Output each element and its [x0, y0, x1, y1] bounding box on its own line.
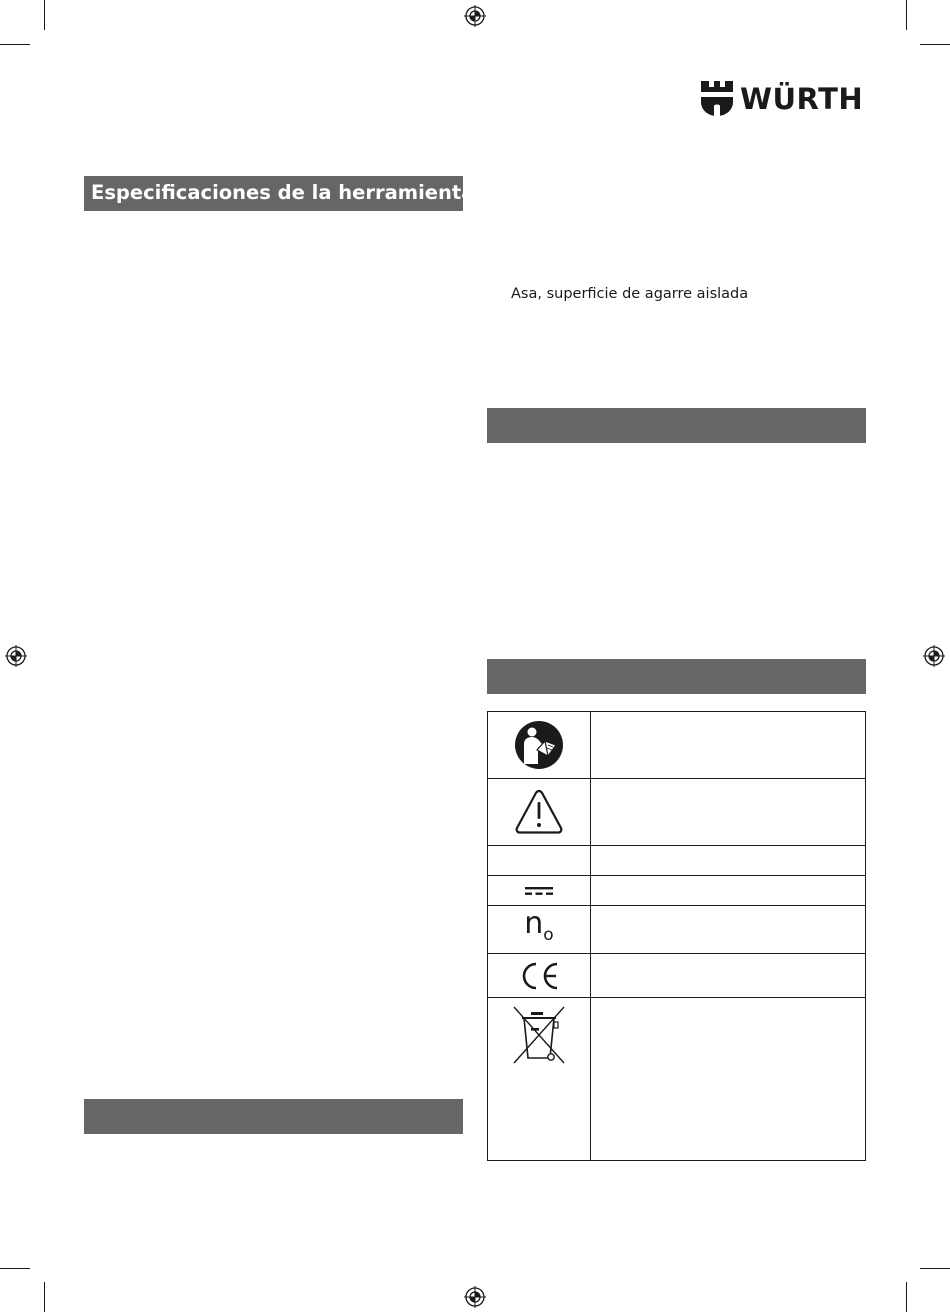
table-row — [488, 712, 866, 779]
crossed-out-bin-icon — [509, 1004, 569, 1066]
table-cell-icon — [488, 906, 591, 954]
table-cell-description — [591, 779, 866, 846]
read-manual-icon — [514, 720, 564, 770]
section-heading-bar — [84, 1099, 463, 1134]
table-row — [488, 906, 866, 954]
table-cell-icon — [488, 846, 591, 876]
registration-mark-icon — [923, 645, 945, 667]
crop-mark-bottom-right-h — [920, 1268, 950, 1269]
table-row — [488, 846, 866, 876]
ce-mark-icon — [517, 961, 561, 991]
section-heading-bar — [487, 408, 866, 443]
registration-mark-icon — [464, 1286, 486, 1308]
table-row — [488, 954, 866, 998]
registration-mark-icon — [464, 5, 486, 27]
table-row — [488, 779, 866, 846]
crop-mark-bottom-right-v — [906, 1282, 907, 1312]
table-cell-description — [591, 906, 866, 954]
warning-triangle-icon — [514, 788, 564, 836]
tool-specs-title: Especificaciones de la herramienta — [91, 181, 475, 204]
table-row — [488, 998, 866, 1161]
no-load-speed-icon: $n_o$ — [524, 906, 554, 945]
brand-name: WÜRTH — [740, 82, 864, 116]
wurth-logo — [700, 80, 866, 118]
table-cell-description — [591, 846, 866, 876]
symbols-table — [487, 711, 866, 1161]
crop-mark-top-right-h — [920, 44, 950, 45]
section-heading-bar — [487, 659, 866, 694]
table-cell-icon — [488, 712, 591, 779]
table-cell-icon — [488, 954, 591, 998]
crop-mark-top-right-v — [906, 0, 907, 30]
table-cell-icon — [488, 998, 591, 1161]
handle-label: Asa, superficie de agarre aislada — [511, 286, 749, 302]
table-cell-description — [591, 998, 866, 1161]
table-cell-description — [591, 954, 866, 998]
crop-mark-bottom-left-v — [44, 1282, 45, 1312]
table-cell-description — [591, 712, 866, 779]
direct-current-icon — [524, 885, 554, 897]
wurth-tower-icon — [700, 80, 734, 118]
table-cell-description — [591, 876, 866, 906]
crop-mark-top-left-v — [44, 0, 45, 30]
table-row — [488, 876, 866, 906]
tool-specs-heading — [84, 176, 475, 211]
table-cell-icon — [488, 876, 591, 906]
crop-mark-bottom-left-h — [0, 1268, 30, 1269]
crop-mark-top-left-h — [0, 44, 30, 45]
table-cell-icon — [488, 779, 591, 846]
registration-mark-icon — [5, 645, 27, 667]
